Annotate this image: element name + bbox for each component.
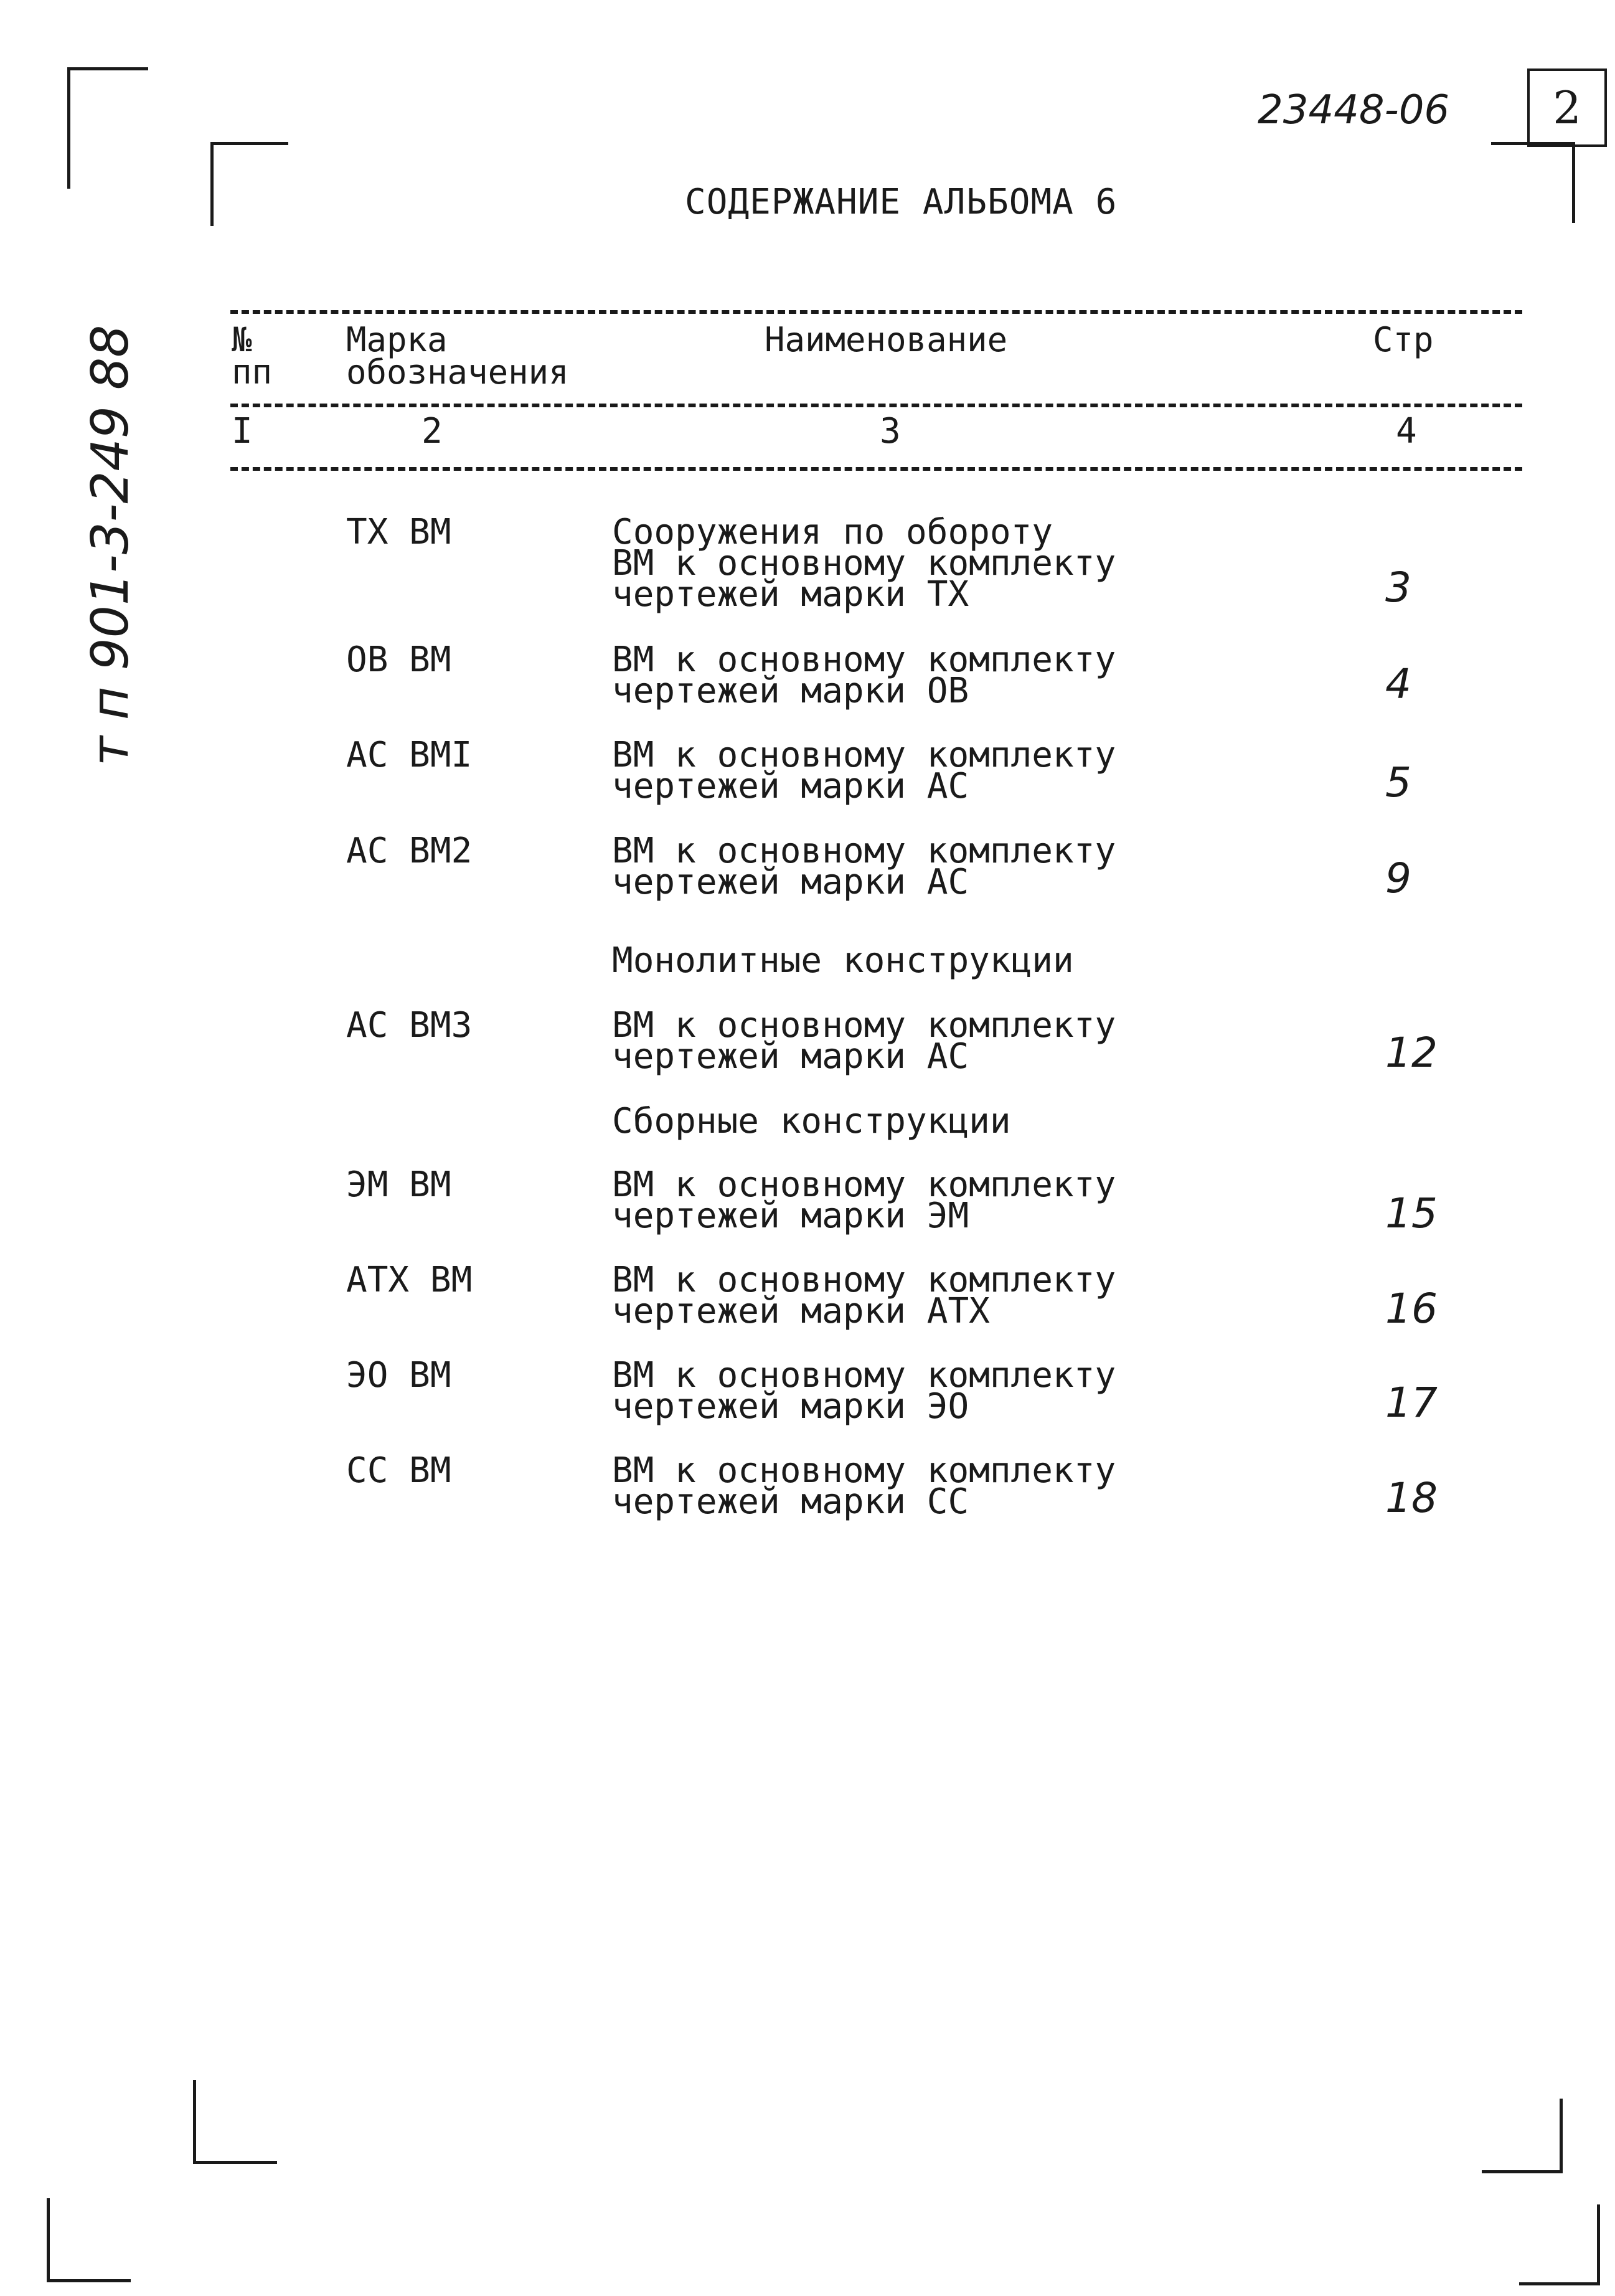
corner-mark-bottom-right-inner <box>1482 2099 1563 2173</box>
column-number-1: I <box>232 411 253 451</box>
header-num-symbol: № <box>232 320 252 359</box>
row-mark: ТХ ВМ <box>346 512 451 552</box>
section-heading-prefab: Сборные конструкции <box>612 1101 1011 1141</box>
row-page: 4 <box>1385 660 1411 708</box>
column-number-2: 2 <box>421 411 443 451</box>
row-name-line: ВМ к основному комплекту <box>612 1260 1116 1300</box>
row-mark: СС ВМ <box>346 1450 451 1491</box>
table-columns-rule <box>230 467 1522 471</box>
table-header-rule <box>230 404 1522 407</box>
header-name: Наименование <box>765 320 1008 359</box>
row-mark: АС ВМ3 <box>346 1005 473 1046</box>
row-page: 9 <box>1385 854 1411 902</box>
row-name-line: чертежей марки АС <box>612 766 969 806</box>
row-name-line: ВМ к основному комплекту <box>612 1450 1116 1491</box>
row-page: 15 <box>1385 1189 1438 1237</box>
row-name-line: ВМ к основному комплекту <box>612 1165 1116 1205</box>
corner-mark-bottom-right-outer <box>1519 2204 1600 2285</box>
document-number: 23448-06 <box>1258 87 1450 133</box>
corner-mark-bottom-left-outer <box>47 2198 131 2282</box>
row-name-line: чертежей марки СС <box>612 1481 969 1522</box>
row-mark: ОВ ВМ <box>346 640 451 680</box>
row-name <box>612 1260 1116 1331</box>
row-page: 5 <box>1385 758 1411 806</box>
row-name-line: ВМ к основному комплекту <box>612 1355 1116 1396</box>
row-name-line: чертежей марки АТХ <box>612 1291 990 1331</box>
row-mark: ЭМ ВМ <box>346 1165 451 1205</box>
row-name-line: ВМ к основному комплекту <box>612 543 1116 583</box>
corner-mark-top-left-inner <box>210 142 288 226</box>
row-name <box>612 735 1116 806</box>
row-mark: ЭО ВМ <box>346 1355 451 1396</box>
side-code: т п 901-3-249 88 <box>81 324 140 766</box>
row-page: 16 <box>1385 1285 1438 1333</box>
row-name-line: ВМ к основному комплекту <box>612 831 1116 871</box>
page-number: 2 <box>1553 82 1581 134</box>
row-page: 3 <box>1385 564 1411 612</box>
header-num <box>232 320 273 392</box>
column-number-4: 4 <box>1396 411 1417 451</box>
row-page: 12 <box>1385 1029 1438 1077</box>
row-name-line: чертежей марки ОВ <box>612 671 969 711</box>
page-title: СОДЕРЖАНИЕ АЛЬБОМА 6 <box>685 182 1118 222</box>
row-mark: АС ВМ2 <box>346 831 473 871</box>
table-top-rule <box>230 310 1522 314</box>
row-page: 18 <box>1385 1474 1438 1522</box>
row-name-line: ВМ к основному комплекту <box>612 1005 1116 1046</box>
page-number-box <box>1527 69 1607 147</box>
corner-mark-bottom-left-inner <box>193 2080 277 2164</box>
row-name <box>612 1005 1116 1077</box>
row-name <box>612 640 1116 711</box>
row-name <box>612 512 1116 615</box>
row-name <box>612 1450 1116 1522</box>
row-name-line: чертежей марки ЭО <box>612 1386 969 1427</box>
row-mark: АС ВМI <box>346 735 473 775</box>
corner-mark-top-right <box>1491 142 1575 223</box>
row-name-line: чертежей марки АС <box>612 862 969 902</box>
row-name-line: чертежей марки ТХ <box>612 574 969 615</box>
row-name-line: чертежей марки ЭМ <box>612 1196 969 1236</box>
row-name <box>612 1165 1116 1236</box>
header-page: Стр <box>1373 320 1434 359</box>
header-mark <box>346 320 569 392</box>
row-name-line: чертежей марки АС <box>612 1036 969 1077</box>
row-name-line: ВМ к основному комплекту <box>612 640 1116 680</box>
row-name <box>612 1355 1116 1427</box>
section-heading-monolithic: Монолитные конструкции <box>612 940 1074 981</box>
row-name-line: ВМ к основному комплекту <box>612 735 1116 775</box>
header-mark-line2: обозначения <box>346 352 569 392</box>
corner-mark-top-left-outer <box>67 67 148 189</box>
row-name <box>612 831 1116 902</box>
row-name-line: Сооружения по обороту <box>612 512 1053 552</box>
row-page: 17 <box>1385 1379 1438 1427</box>
header-mark-line1: Марка <box>346 320 448 359</box>
column-number-3: 3 <box>880 411 901 451</box>
row-mark: АТХ ВМ <box>346 1260 473 1300</box>
header-num-abbr: пп <box>232 352 273 392</box>
